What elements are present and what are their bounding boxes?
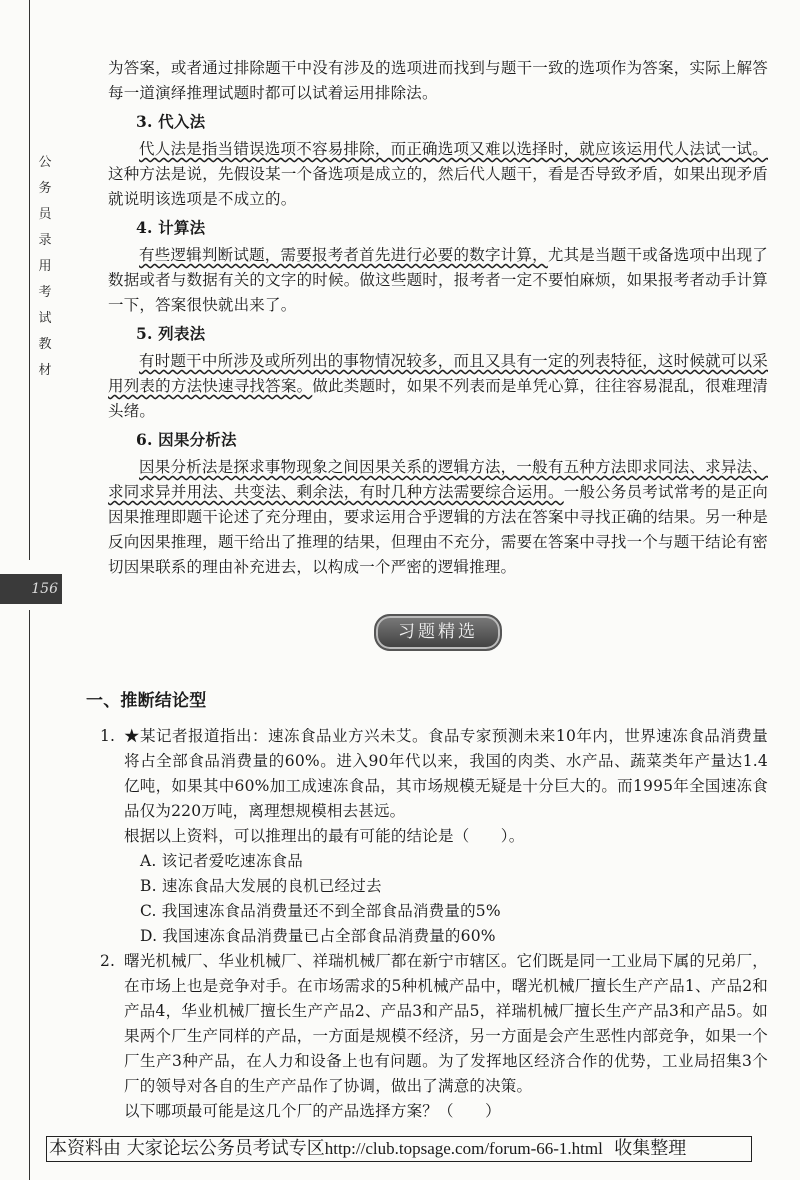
method-body: [108, 243, 768, 318]
exercise-banner-wrap: [108, 614, 768, 651]
method-key-sentence: 有时题干中所涉及或所列出的事物情况较多，而且又具有一定的列表特征，这时候就可以采用列表的方法快速寻找答案。: [108, 352, 768, 395]
margin-rule-bottom: [29, 610, 30, 1180]
method-5: [108, 321, 768, 424]
method-4: [108, 215, 768, 318]
method-detail: 尤其是当题干或备选项中出现了数据或者与数据有关的文字的时候。做这些题时，报考者一定不要怕麻烦，如果报考者动手计算一下，答案很快就出来了。: [108, 246, 768, 314]
page-number: 156: [0, 574, 62, 604]
method-heading: 4. 计算法: [136, 218, 206, 237]
exercise-banner: 习题精选: [374, 614, 502, 651]
method-heading: 6. 因果分析法: [136, 430, 237, 449]
method-heading: 5. 列表法: [136, 324, 206, 343]
question-number: 1.: [100, 727, 116, 745]
question-2: [100, 949, 768, 1124]
method-key-sentence: 有些逻辑判断试题，需要报考者首先进行必要的数字计算，: [139, 246, 548, 264]
method-detail: 这种方法是说，先假设某一个备选项是成立的，然后代人题干，看是否导致矛盾，如果出现矛盾就说明该选项是不成立的。: [108, 165, 768, 208]
option-b: B. 速冻食品大发展的良机已经过去: [140, 877, 382, 895]
main-content: [86, 56, 768, 1124]
method-body: [108, 137, 768, 212]
method-heading: 3. 代入法: [136, 112, 206, 131]
method-body: [108, 349, 768, 424]
method-6: [108, 427, 768, 580]
footer-url-link[interactable]: http://club.topsage.com/forum-66-1.html: [324, 1139, 603, 1158]
method-key-sentence: 代人法是指当错误选项不容易排除，而正确选项又难以选择时，就应该运用代人法试一试。: [139, 140, 768, 158]
method-detail: 一般公务员考试常考的是正向因果推理即题干论述了充分理由，要求运用合乎逻辑的方法在答案中寻找正确的结果。另一种是反向因果推理，题干给出了推理的结果，但理由不充分，需要在答案中寻找一个与题干结论有密切因果联系的理由补充进去，以构成一个严密的逻辑推理。: [108, 483, 768, 576]
question-number: 2.: [100, 952, 116, 970]
section-title: 一、推断结论型: [86, 691, 207, 711]
method-3: [108, 109, 768, 212]
question-stem: 曙光机械厂、华业机械厂、祥瑞机械厂都在新宁市辖区。它们既是同一工业局下属的兄弟厂，在市场上也是竞争对手。在市场需求的5种机械产品中，曙光机械厂擅长生产产品1、产品2和产品4，华业机械厂擅长生产产品2、产品3和产品5，祥瑞机械厂擅长生产产品3和产品5。如果两个厂生产同样的产品，一方面是规模不经济，另一方面是会产生恶性内部竞争，如果一个厂生产3种产品，在人力和设备上也有问题。为了发挥地区经济合作的优势，工业局招集3个厂的领导对各自的生产产品作了协调，做出了满意的决策。: [124, 952, 768, 1095]
method-key-sentence: 因果分析法是探求事物现象之间因果关系的逻辑方法，一般有五种方法即求同法、求异法、求同求异并用法、共变法、剩余法，有时几种方法需要综合运用。: [108, 458, 768, 501]
footer-source-box: [46, 1136, 752, 1162]
question-prompt: 根据以上资料，可以推理出的最有可能的结论是（ ）。: [124, 827, 525, 845]
margin-rule-top: [29, 0, 30, 560]
question-prompt: 以下哪项最可能是这几个厂的产品选择方案？（ ）: [124, 1102, 501, 1120]
option-c: C. 我国速冻食品消费量还不到全部食品消费量的5%: [140, 902, 501, 920]
question-1: [100, 724, 768, 949]
method-detail: 做此类题时，如果不列表而是单凭心算，往往容易混乱，很难理清头绪。: [108, 377, 768, 420]
footer-suffix: 收集整理: [614, 1138, 687, 1159]
method-body: [108, 455, 768, 580]
question-stem: ★某记者报道指出：速冻食品业方兴未艾。食品专家预测未来10年内，世界速冻食品消费量将占全部食品消费量的60%。进入90年代以来，我国的肉类、水产品、蔬菜类年产量达1.4亿吨，如果其中60%加工成速冻食品，其市场规模无疑是十分巨大的。而1995年全国速冻食品仅为220万吨，离理想规模相去甚远。: [124, 727, 768, 820]
footer-prefix: 本资料由 大家论坛公务员考试专区: [49, 1138, 325, 1159]
option-a: A. 该记者爱吃速冻食品: [140, 852, 303, 870]
option-d: D. 我国速冻食品消费量已占全部食品消费量的60%: [140, 927, 496, 945]
sidebar-book-title: 公务员录用考试教材: [38, 155, 52, 378]
intro-paragraph: 为答案，或者通过排除题干中没有涉及的选项进而找到与题干一致的选项作为答案，实际上解答每一道演绎推理试题时都可以试着运用排除法。: [108, 59, 768, 102]
